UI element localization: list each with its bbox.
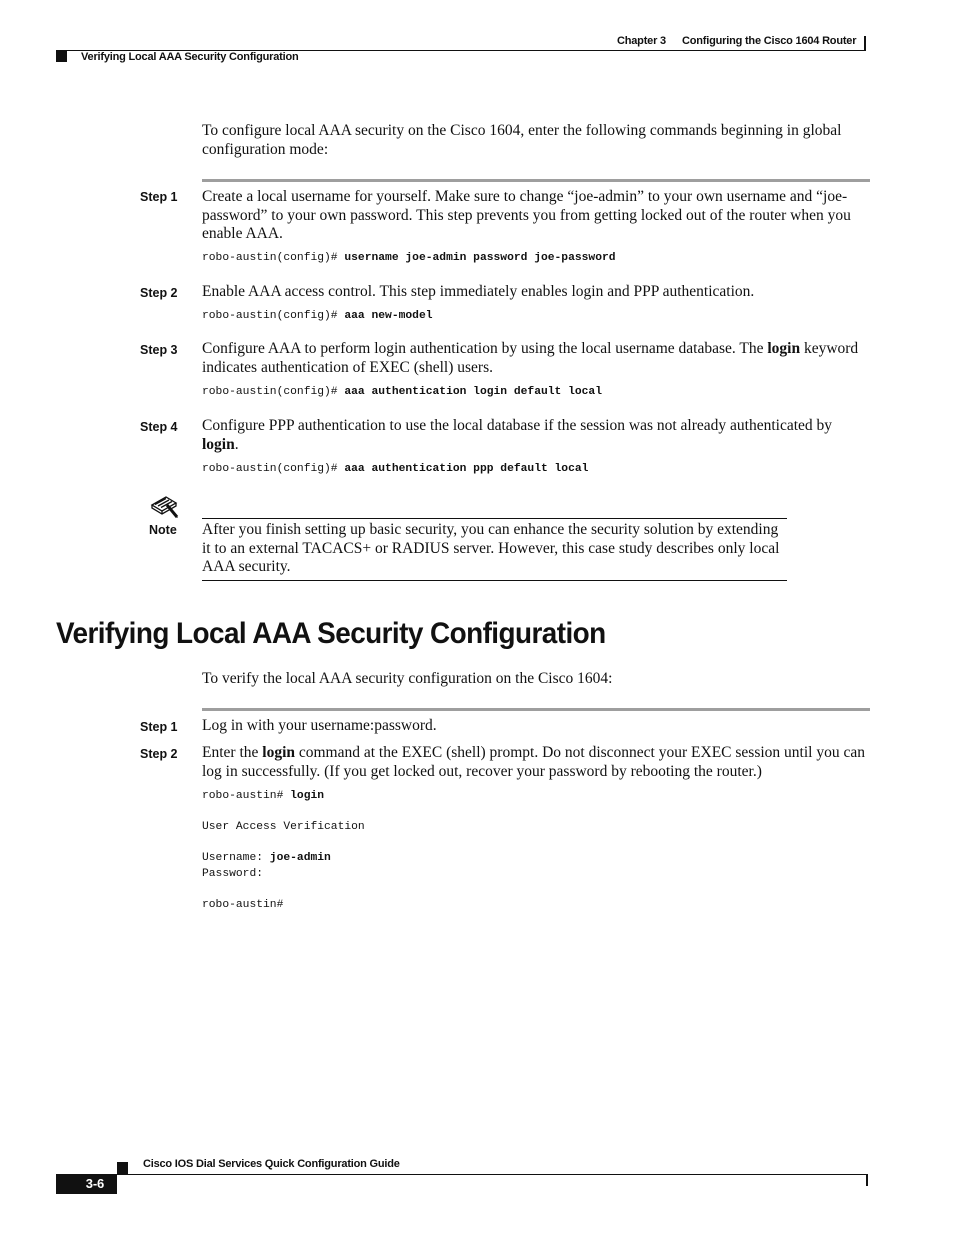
step-2-code (202, 309, 433, 325)
step-1-text: Create a local username for yourself. Make sure to change “joe-admin” to your own username and “joe-password” to your own password. This step prevents you from getting locked out of the router when you enable AAA. (202, 188, 851, 242)
step-4-command: aaa authentication ppp default local (344, 463, 589, 475)
verify-step-2-text-after: command at the EXEC (shell) prompt. Do not disconnect your EXEC session until you can log in successfully. (If you get locked out, recover your password by rebooting the router.) (202, 744, 865, 780)
step-4-prompt: robo-austin(config)# (202, 463, 345, 475)
verify-step-2-text (202, 744, 872, 781)
footer-vertical-bar (866, 1174, 868, 1186)
session-username-label: Username: (202, 852, 270, 864)
step-2-prompt: robo-austin(config)# (202, 310, 345, 322)
footer-page-number: 3-6 (85, 1176, 104, 1191)
note-text: After you finish setting up basic security, you can enhance the security solution by extending it to an external TACACS+ or RADIUS server. However, this case study describes only local AAA security. (202, 521, 780, 575)
step-4-code (202, 462, 588, 478)
verify-step-2-text-before: Enter the (202, 744, 263, 761)
step-4-text (202, 417, 872, 454)
step-2-command: aaa new-model (344, 310, 433, 322)
header-square (56, 51, 67, 62)
session-prompt-1: robo-austin# (202, 790, 291, 802)
session-password-label: Password: (202, 868, 264, 880)
note-top-rule (202, 518, 787, 519)
step-4-text-before: Configure PPP authentication to use the local database if the session was not already authenticated by (202, 417, 833, 434)
step-2-text: Enable AAA access control. This step immediately enables login and PPP authentication. (202, 283, 755, 300)
step-1-command: username joe-admin password joe-password (344, 252, 616, 264)
step-1-code (202, 251, 616, 267)
pencil-icon (149, 495, 179, 519)
session-line-login (202, 789, 324, 805)
session-line-username (202, 851, 331, 867)
step-4-text-bold: login (202, 435, 235, 453)
step-3-prompt: robo-austin(config)# (202, 386, 345, 398)
session-login-command: login (290, 790, 325, 802)
verify-step-2-text-bold: login (262, 744, 295, 761)
header-chapter: Chapter 3 (617, 35, 666, 47)
step-3-command: aaa authentication login default local (344, 386, 602, 398)
verify-step-1-text: Log in with your username:password. (202, 717, 437, 734)
verify-step-1-label: Step 1 (140, 720, 178, 734)
step-3-text-after: keyword indicates authentication of EXEC (shell) users. (202, 340, 859, 376)
header-vertical-bar (864, 36, 866, 51)
step-1-prompt: robo-austin(config)# (202, 252, 345, 264)
step-4-label: Step 4 (140, 420, 178, 434)
session-username-value: joe-admin (269, 852, 331, 864)
step-3-text-bold: login (767, 340, 801, 357)
section-heading: Verifying Local AAA Security Configuration (56, 617, 606, 650)
header-chapter-title: Configuring the Cisco 1604 Router (682, 35, 857, 47)
note-label: Note (149, 523, 177, 537)
header-section: Verifying Local AAA Security Configuration (81, 51, 299, 63)
step-3-code (202, 385, 602, 401)
session-banner: User Access Verification (202, 821, 365, 833)
step-4-text-after: . (234, 435, 239, 453)
note-bottom-rule (202, 580, 787, 581)
intro2-paragraph: To verify the local AAA security configuration on the Cisco 1604: (202, 670, 613, 687)
step-3-text-before: Configure AAA to perform login authentication by using the local username database. The (202, 340, 768, 357)
footer-guide-title: Cisco IOS Dial Services Quick Configuration Guide (143, 1158, 400, 1170)
session-prompt-2: robo-austin# (202, 899, 284, 911)
verify-step-2-label: Step 2 (140, 747, 178, 761)
intro-paragraph: To configure local AAA security on the Cisco 1604, enter the following commands beginning in global configuration mode: (202, 122, 842, 158)
section-heading-wrap (56, 617, 696, 651)
procedure-rule-2 (202, 708, 870, 711)
step-1-label: Step 1 (140, 190, 178, 204)
step-3-label: Step 3 (140, 343, 178, 357)
step-2-label: Step 2 (140, 286, 178, 300)
footer-rule (117, 1174, 868, 1175)
procedure-rule-1 (202, 179, 870, 182)
footer-square (117, 1162, 128, 1174)
step-3-text (202, 340, 872, 377)
